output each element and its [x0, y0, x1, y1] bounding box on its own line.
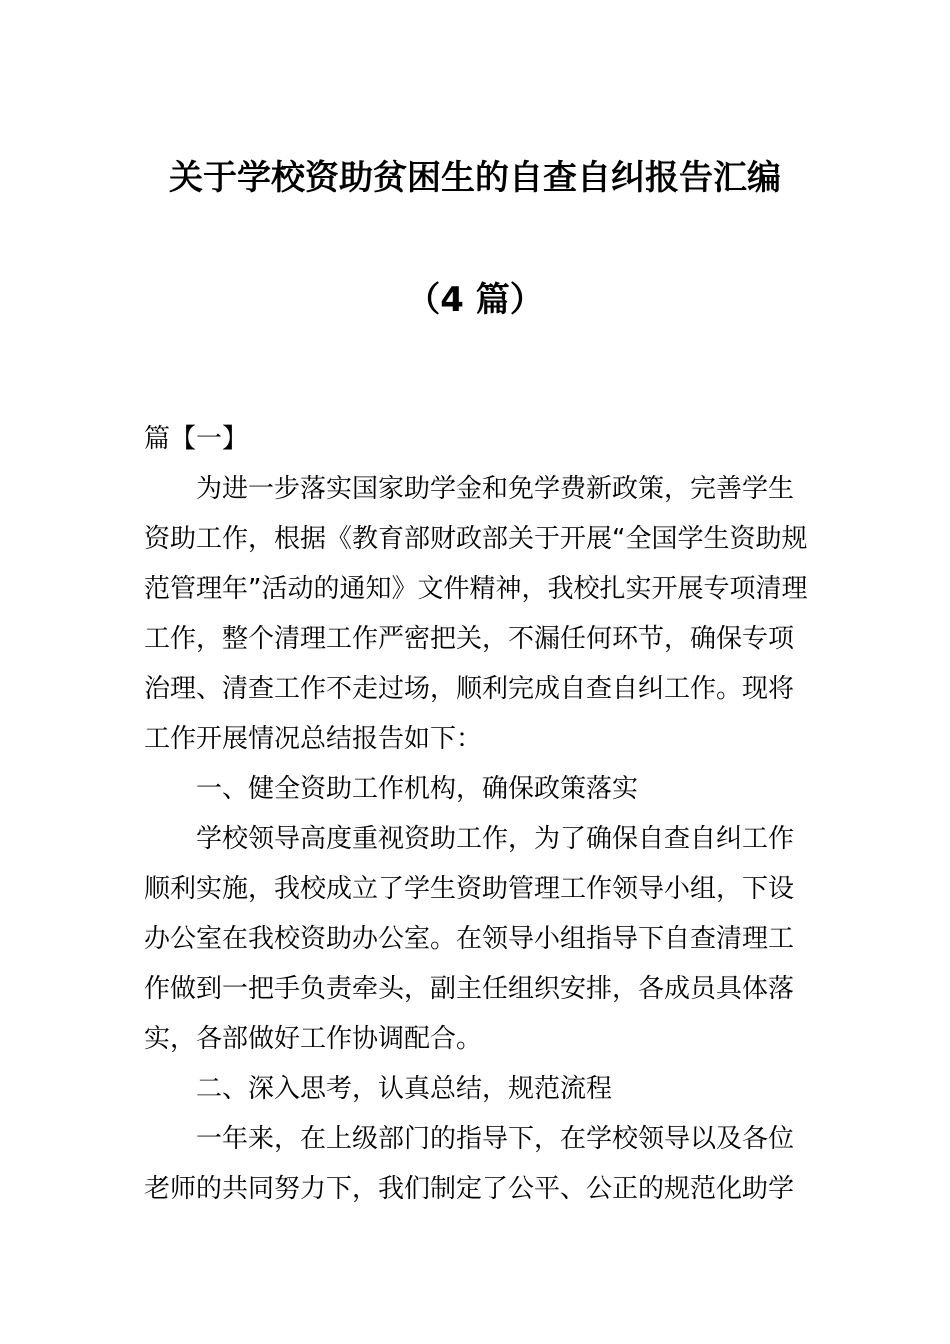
paragraph-line: 作做到一把手负责牵头，副主任组织安排，各成员具体落 [144, 974, 795, 1004]
paragraph-line: 学校领导高度重视资助工作，为了确保自查自纠工作 [196, 824, 795, 854]
paragraph-line: 资助工作，根据《教育部财政部关于开展“全国学生资助规 [144, 524, 808, 554]
subsection-heading: 二、深入思考，认真总结，规范流程 [196, 1074, 613, 1104]
document-subtitle: （4 篇） [406, 280, 544, 320]
paragraph-line: 顺利实施，我校成立了学生资助管理工作领导小组，下设 [144, 874, 795, 904]
document-title: 关于学校资助贫困生的自查自纠报告汇编 [169, 158, 781, 198]
document-body [144, 414, 808, 1214]
section-heading: 篇【一】 [144, 424, 249, 454]
paragraph-line: 办公室在我校资助办公室。在领导小组指导下自查清理工 [144, 924, 795, 954]
paragraph-line: 范管理年”活动的通知》文件精神，我校扎实开展专项清理 [144, 574, 808, 604]
paragraph-line: 工作开展情况总结报告如下： [144, 724, 483, 754]
paragraph-line: 工作，整个清理工作严密把关，不漏任何环节，确保专项 [144, 624, 795, 654]
paragraph-line: 老师的共同努力下，我们制定了公平、公正的规范化助学 [144, 1174, 795, 1204]
paragraph-line: 一年来，在上级部门的指导下，在学校领导以及各位 [196, 1124, 795, 1154]
paragraph-line: 为进一步落实国家助学金和免学费新政策，完善学生 [196, 474, 795, 504]
subsection-heading: 一、健全资助工作机构，确保政策落实 [196, 774, 639, 804]
paragraph-line: 治理、清查工作不走过场，顺利完成自查自纠工作。现将 [144, 674, 795, 704]
paragraph-line: 实，各部做好工作协调配合。 [144, 1024, 483, 1054]
